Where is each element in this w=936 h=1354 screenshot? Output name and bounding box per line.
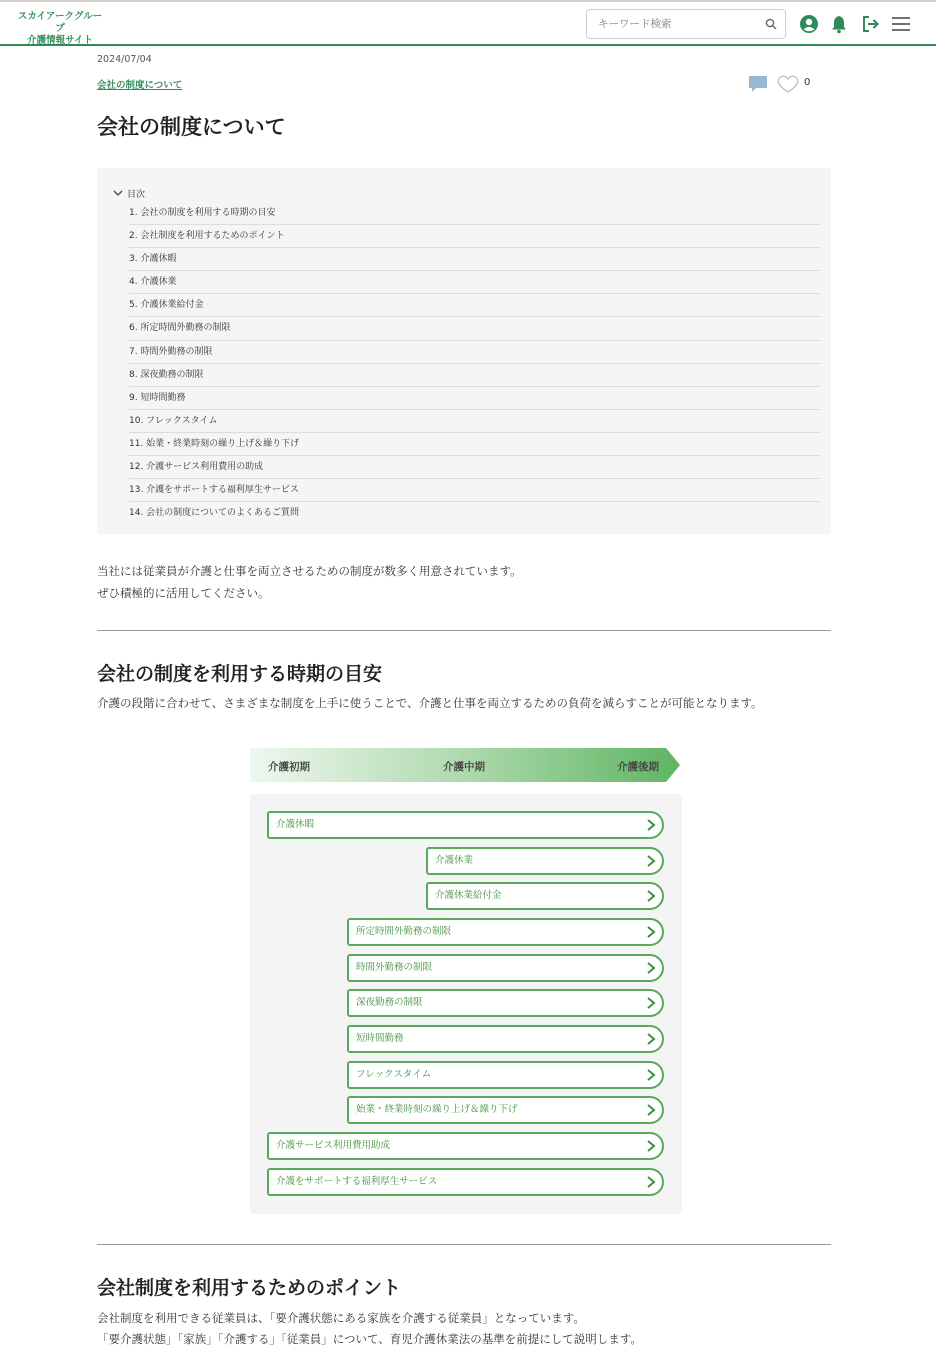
logo-line-2: 介護情報サイト: [27, 35, 93, 46]
toc-item[interactable]: 11. 始業・終業時刻の繰り上げ＆繰り下げ: [129, 433, 820, 456]
toc-toggle[interactable]: [113, 186, 145, 200]
diagram-item-welfare-service[interactable]: [267, 1168, 664, 1196]
toc-item[interactable]: 8. 深夜勤務の制限: [129, 364, 820, 387]
system-timeline-diagram: [250, 794, 682, 1214]
site-header: [0, 2, 936, 46]
chevron-right-icon: [646, 926, 656, 938]
diagram-item-care-service-subsidy[interactable]: [267, 1132, 664, 1160]
site-logo[interactable]: [16, 11, 104, 47]
user-circle-icon[interactable]: [799, 14, 819, 34]
section-text-line-1: 会社制度を利用できる従業員は、「要介護状態にある家族を介護する従業員」となっています。: [97, 1311, 585, 1325]
search-icon[interactable]: [765, 18, 777, 30]
section-heading: 会社制度を利用するためのポイント: [97, 1277, 402, 1299]
section-text: 介護の段階に合わせて、さまざまな制度を上手に使うことで、介護と仕事を両立するための負荷を減らすことが可能となります。: [97, 696, 763, 710]
stage-label-middle: 介護中期: [443, 761, 485, 773]
toc-item[interactable]: 10. フレックスタイム: [129, 410, 820, 433]
diagram-item-label: 介護休暇: [276, 819, 315, 830]
chevron-right-icon: [646, 962, 656, 974]
toc-item[interactable]: 3. 介護休暇: [129, 248, 820, 271]
diagram-item-flextime[interactable]: [347, 1061, 664, 1089]
divider: [97, 1244, 831, 1245]
hamburger-menu-icon[interactable]: [891, 14, 911, 34]
diagram-item-label: 所定時間外勤務の制限: [356, 926, 452, 937]
diagram-item-label: 介護休業給付金: [435, 890, 502, 901]
diagram-item-label: 短時間勤務: [356, 1033, 404, 1044]
diagram-item-short-hours[interactable]: [347, 1025, 664, 1053]
diagram-item-label: 始業・終業時刻の繰り上げ＆繰り下げ: [356, 1104, 518, 1115]
diagram-item-label: 介護をサポートする福利厚生サービス: [276, 1176, 438, 1187]
diagram-item-care-leave-benefit[interactable]: [426, 882, 664, 910]
chevron-right-icon: [646, 1069, 656, 1081]
chevron-right-icon: [646, 819, 656, 831]
diagram-item-night-work-limit[interactable]: [347, 989, 664, 1017]
intro-line-1: 当社には従業員が介護と仕事を両立させるための制度が数多く用意されています。: [97, 564, 522, 578]
chevron-right-icon: [646, 1176, 656, 1188]
category-link[interactable]: 会社の制度について: [97, 80, 183, 91]
toc-item[interactable]: 12. 介護サービス利用費用の助成: [129, 456, 820, 479]
diagram-item-label: 介護休業: [435, 855, 474, 866]
toc-item[interactable]: 14. 会社の制度についてのよくあるご質問: [129, 508, 299, 519]
chevron-right-icon: [646, 1033, 656, 1045]
diagram-item-care-leave-short[interactable]: [267, 811, 664, 839]
stage-label-late: 介護後期: [617, 761, 659, 773]
toc-item[interactable]: 4. 介護休業: [129, 271, 820, 294]
diagram-item-label: 介護サービス利用費用助成: [276, 1140, 391, 1151]
page-title: 会社の制度について: [97, 115, 286, 139]
logo-line-1: スカイアークグループ: [17, 11, 103, 34]
diagram-item-overtime-limit[interactable]: [347, 954, 664, 982]
intro-line-2: ぜひ積極的に活用してください。: [97, 586, 270, 600]
diagram-item-overtime-limit-scheduled[interactable]: [347, 918, 664, 946]
diagram-item-label: 深夜勤務の制限: [356, 997, 423, 1008]
section-heading: 会社の制度を利用する時期の目安: [97, 663, 383, 685]
diagram-item-shift-start-end[interactable]: [347, 1096, 664, 1124]
table-of-contents: [97, 168, 831, 534]
comment-icon[interactable]: [748, 75, 768, 93]
toc-item[interactable]: 5. 介護休業給付金: [129, 294, 820, 317]
chevron-down-icon: [113, 189, 123, 197]
heart-icon[interactable]: [776, 74, 800, 94]
diagram-item-label: フレックスタイム: [356, 1069, 432, 1080]
chevron-right-icon: [646, 1104, 656, 1116]
diagram-item-label: 時間外勤務の制限: [356, 962, 433, 973]
toc-item[interactable]: 9. 短時間勤務: [129, 387, 820, 410]
like-count: 0: [804, 77, 811, 88]
bell-icon[interactable]: [829, 14, 849, 34]
chevron-right-icon: [646, 1140, 656, 1152]
chevron-right-icon: [646, 890, 656, 902]
logout-icon[interactable]: [861, 14, 881, 34]
toc-item[interactable]: 13. 介護をサポートする福利厚生サービス: [129, 479, 820, 502]
toc-item[interactable]: 7. 時間外勤務の制限: [129, 341, 820, 364]
toc-item[interactable]: 1. 会社の制度を利用する時期の目安: [129, 202, 820, 225]
toc-label: 目次: [127, 189, 146, 200]
chevron-right-icon: [646, 997, 656, 1009]
toc-item[interactable]: 6. 所定時間外勤務の制限: [129, 317, 820, 340]
section-text-line-2: 「要介護状態」「家族」「介護する」「従業員」について、育児介護休業法の基準を前提にして説明します。: [97, 1332, 642, 1346]
post-date: 2024/07/04: [97, 54, 152, 65]
toc-list: [129, 202, 820, 525]
divider: [97, 630, 831, 631]
diagram-item-care-leave[interactable]: [426, 847, 664, 875]
chevron-right-icon: [646, 855, 656, 867]
search-box: [586, 9, 786, 39]
intro-text: [97, 560, 522, 604]
search-input[interactable]: [587, 10, 757, 38]
toc-item[interactable]: 2. 会社制度を利用するためのポイント: [129, 225, 820, 248]
stage-label-early: 介護初期: [268, 761, 310, 773]
